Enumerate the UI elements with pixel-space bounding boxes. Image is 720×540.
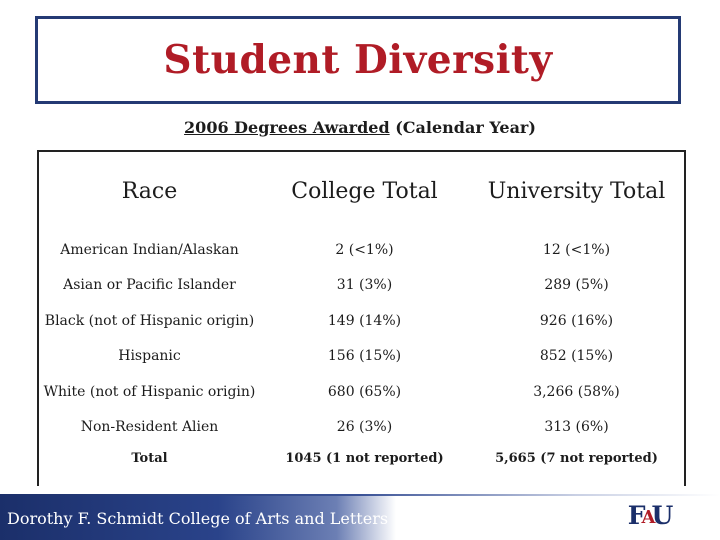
footer-divider — [0, 494, 720, 496]
footer-college-name: Dorothy F. Schmidt College of Arts and Letters — [7, 509, 389, 528]
table-row — [37, 410, 686, 446]
row-race: Asian or Pacific Islander — [63, 277, 236, 294]
title-box — [35, 16, 681, 104]
row-university-total: 12 (<1%) — [542, 241, 611, 258]
total-college: 1045 (1 not reported) — [285, 451, 444, 466]
row-college-total: 156 (15%) — [327, 348, 402, 365]
table-header-row — [37, 150, 686, 232]
total-label: Total — [131, 451, 168, 466]
header-college-total: College Total — [291, 178, 438, 204]
row-college-total: 26 (3%) — [336, 419, 393, 436]
row-college-total: 2 (<1%) — [335, 241, 394, 258]
row-college-total: 31 (3%) — [336, 277, 393, 294]
row-race: Non-Resident Alien — [80, 419, 219, 436]
row-race: Hispanic — [118, 348, 181, 365]
row-university-total: 852 (15%) — [539, 348, 614, 365]
total-university: 5,665 (7 not reported) — [495, 451, 658, 466]
logo-letter-u: U — [651, 500, 673, 530]
subtitle — [0, 118, 720, 137]
row-race: White (not of Hispanic origin) — [43, 383, 256, 400]
diversity-table — [37, 150, 686, 481]
row-university-total: 926 (16%) — [539, 312, 614, 329]
subtitle-rest: (Calendar Year) — [395, 118, 536, 137]
footer — [0, 494, 720, 540]
subtitle-underlined: 2006 Degrees Awarded — [184, 118, 390, 137]
header-race: Race — [121, 178, 178, 204]
table-row — [37, 232, 686, 268]
row-university-total: 313 (6%) — [544, 419, 609, 436]
table-row — [37, 268, 686, 304]
header-university-total: University Total — [487, 178, 666, 204]
row-college-total: 680 (65%) — [327, 383, 402, 400]
logo-letter-a: A — [641, 506, 655, 528]
fau-logo — [614, 500, 686, 530]
row-race: American Indian/Alaskan — [60, 241, 239, 258]
row-race: Black (not of Hispanic origin) — [44, 312, 255, 329]
logo-letter-f: F — [627, 500, 645, 530]
slide-title: Student Diversity — [163, 37, 553, 83]
table-total-row — [37, 445, 686, 481]
row-university-total: 3,266 (58%) — [533, 383, 620, 400]
table-row — [37, 374, 686, 410]
table-row — [37, 303, 686, 339]
row-university-total: 289 (5%) — [544, 277, 609, 294]
table-row — [37, 339, 686, 375]
row-college-total: 149 (14%) — [327, 312, 402, 329]
